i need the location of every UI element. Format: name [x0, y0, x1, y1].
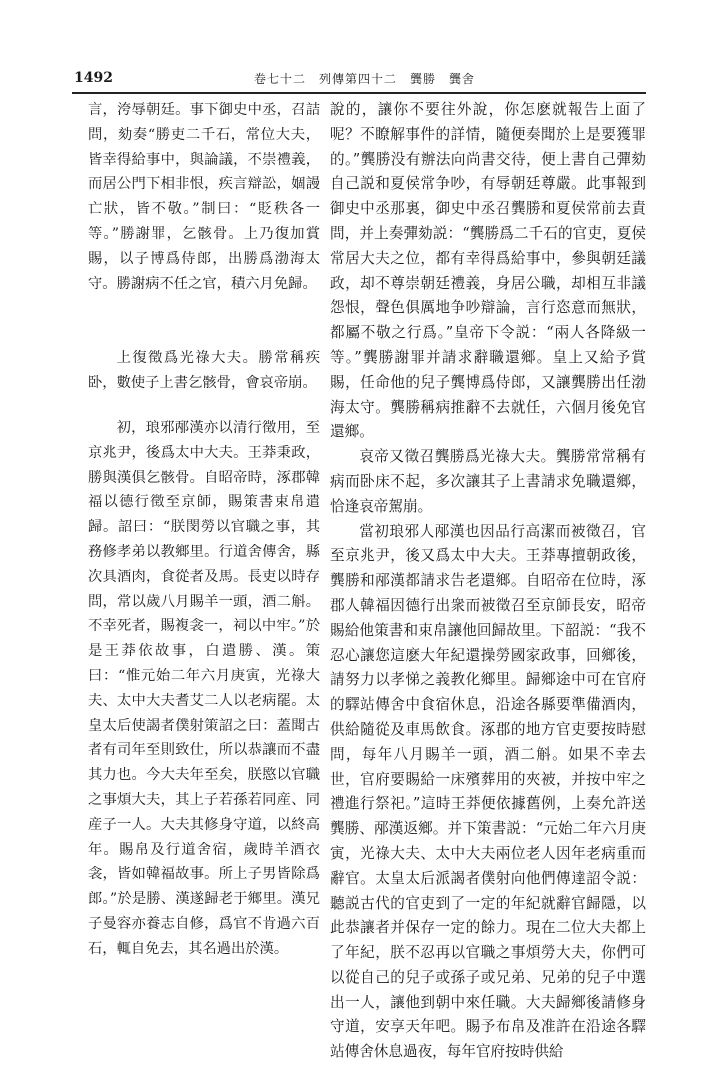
page-number: 1492 [74, 70, 113, 86]
translation-column [330, 98, 646, 1065]
classical-paragraph-3: 初，琅邪邴漢亦以清行徵用，至京兆尹，後爲太中大夫。王莽秉政，勝與漢俱乞骸骨。自昭帝時，涿郡韓福以德行徵至京師，賜策書束帛遣歸。詔曰：“朕閔勞以官職之事，其務修孝弟以教鄉里。行道舍傳舍，縣次具酒肉，食從者及馬。長吏以時存問，常以歲八月賜羊一頭，酒二斛。不幸死者，賜複衾一，祠以中牢。”於是王莽依故事，白遣勝、漢。策曰：“惟元始二年六月庚寅，光祿大夫、太中大夫耆艾二人以老病罷。太皇太后使謁者僕射策詔之曰：蓋聞古者有司年至則致仕，所以恭讓而不盡其力也。今大夫年至矣，朕愍以官職之事煩大夫，其上子若孫若同産、同産子一人。大夫其修身守道，以終高年。賜帛及行道舍宿，歲時羊酒衣衾，皆如韓福故事。所上子男皆除爲郎。”於是勝、漢遂歸老于鄉里。漢兄子曼容亦養志自修，爲官不肯過六百石，輒自免去，其名過出於漢。 [88, 419, 320, 957]
translation-paragraph-3: 當初琅邪人邴漢也因品行高潔而被徵召，官至京兆尹，後又爲太中大夫。王莽專擅朝政後，龔勝和邴漢都請求告老還鄉。自昭帝在位時，涿郡人韓福因德行出衆而被徵召至京師長安，昭帝賜給他策書和束帛讓他回歸故里。下韶説：“我不忍心讓您這麽大年紀還操勞國家政事，回鄉後，請努力以孝悌之義教化鄉里。歸鄉途中可在官府的驛站傳舍中食宿休息，沿途各縣要準備酒肉，供給隨從及車馬飲食。涿郡的地方官吏要按時慰問，每年八月賜羊一頭，酒二斛。如果不幸去世，官府要賜給一床殯葬用的夾被，并按中牢之禮進行祭祀。”這時王莽便依據舊例，上奏允許送龔勝、邴漢返鄉。并下策書説：“元始二年六月庚寅，光祿大夫、太中大夫兩位老人因年老病重而辭官。太皇太后派謁者僕射向他們傳達詔令説：聽説古代的官吏到了一定的年紀就辭官歸隱，以此恭讓者并保存一定的餘力。現在二位大夫都上了年紀，朕不忍再以官職之事煩勞大夫，你們可以從自己的兒子或孫子或兄弟、兄弟的兒子中選出一人，讓他到朝中來任職。大夫歸鄉後請修身守道，安享天年吧。賜予布帛及准許在沿途各驛站傳舍休息過夜，每年官府按時供給 [330, 522, 646, 1061]
translation-paragraph-1: 說的，讓你不要往外說，你怎麽就報告上面了呢？不瞭解事件的詳情，隨便奏聞於上是要獲罪的。”龔勝没有辦法向尚書交待，便上書自己彈劾自己説和夏侯常争吵，有辱朝廷尊嚴。此事報到御史中丞那裏，御史中丞召龔勝和夏侯常前去責問，并上奏彈劾説：“龔勝爲二千石的官吏，夏侯常居大夫之位，都有幸得爲給事中，參與朝廷議政，却不尊崇朝廷禮義，身居公職，却相互非議怨恨，聲色俱厲地争吵辯論，言行恣意而無狀，都屬不敬之行爲。”皇帝下令説：“兩人各降級一等。”龔勝謝罪并請求辭職還鄉。皇上又給予賞賜，任命他的兒子龔博爲侍郎，又讓龔勝出任渤海太守。龔勝稱病推辭不去就任，六個月後免官還鄉。 [330, 101, 646, 441]
running-head: 卷七十二 列傳第四十二 龔勝 龔舍 [254, 72, 476, 86]
classical-paragraph-2: 上復徵爲光祿大夫。勝常稱疾卧，數使子上書乞骸骨，會哀帝崩。 [88, 350, 320, 392]
header-rule [72, 92, 646, 94]
translation-paragraph-2: 哀帝又徵召龔勝爲光祿大夫。龔勝常常稱有病而卧床不起，多次讓其子上書請求免職還鄉，恰逢哀帝駕崩。 [330, 448, 646, 515]
classical-text-column [88, 98, 320, 962]
classical-paragraph-1: 言，洿辱朝廷。事下御史中丞，召詰問，劾奏“勝吏二千石，常位大夫，皆幸得給事中，與論議，不崇禮義，而居公門下相非恨，疾言辯訟，婟謾亡狀，皆不敬。”制曰：“貶秩各一等。”勝謝罪，乞骸骨。上乃復加賞賜，以子博爲侍郎，出勝爲渤海太守。勝謝病不任之官，積六月免歸。 [88, 102, 320, 292]
